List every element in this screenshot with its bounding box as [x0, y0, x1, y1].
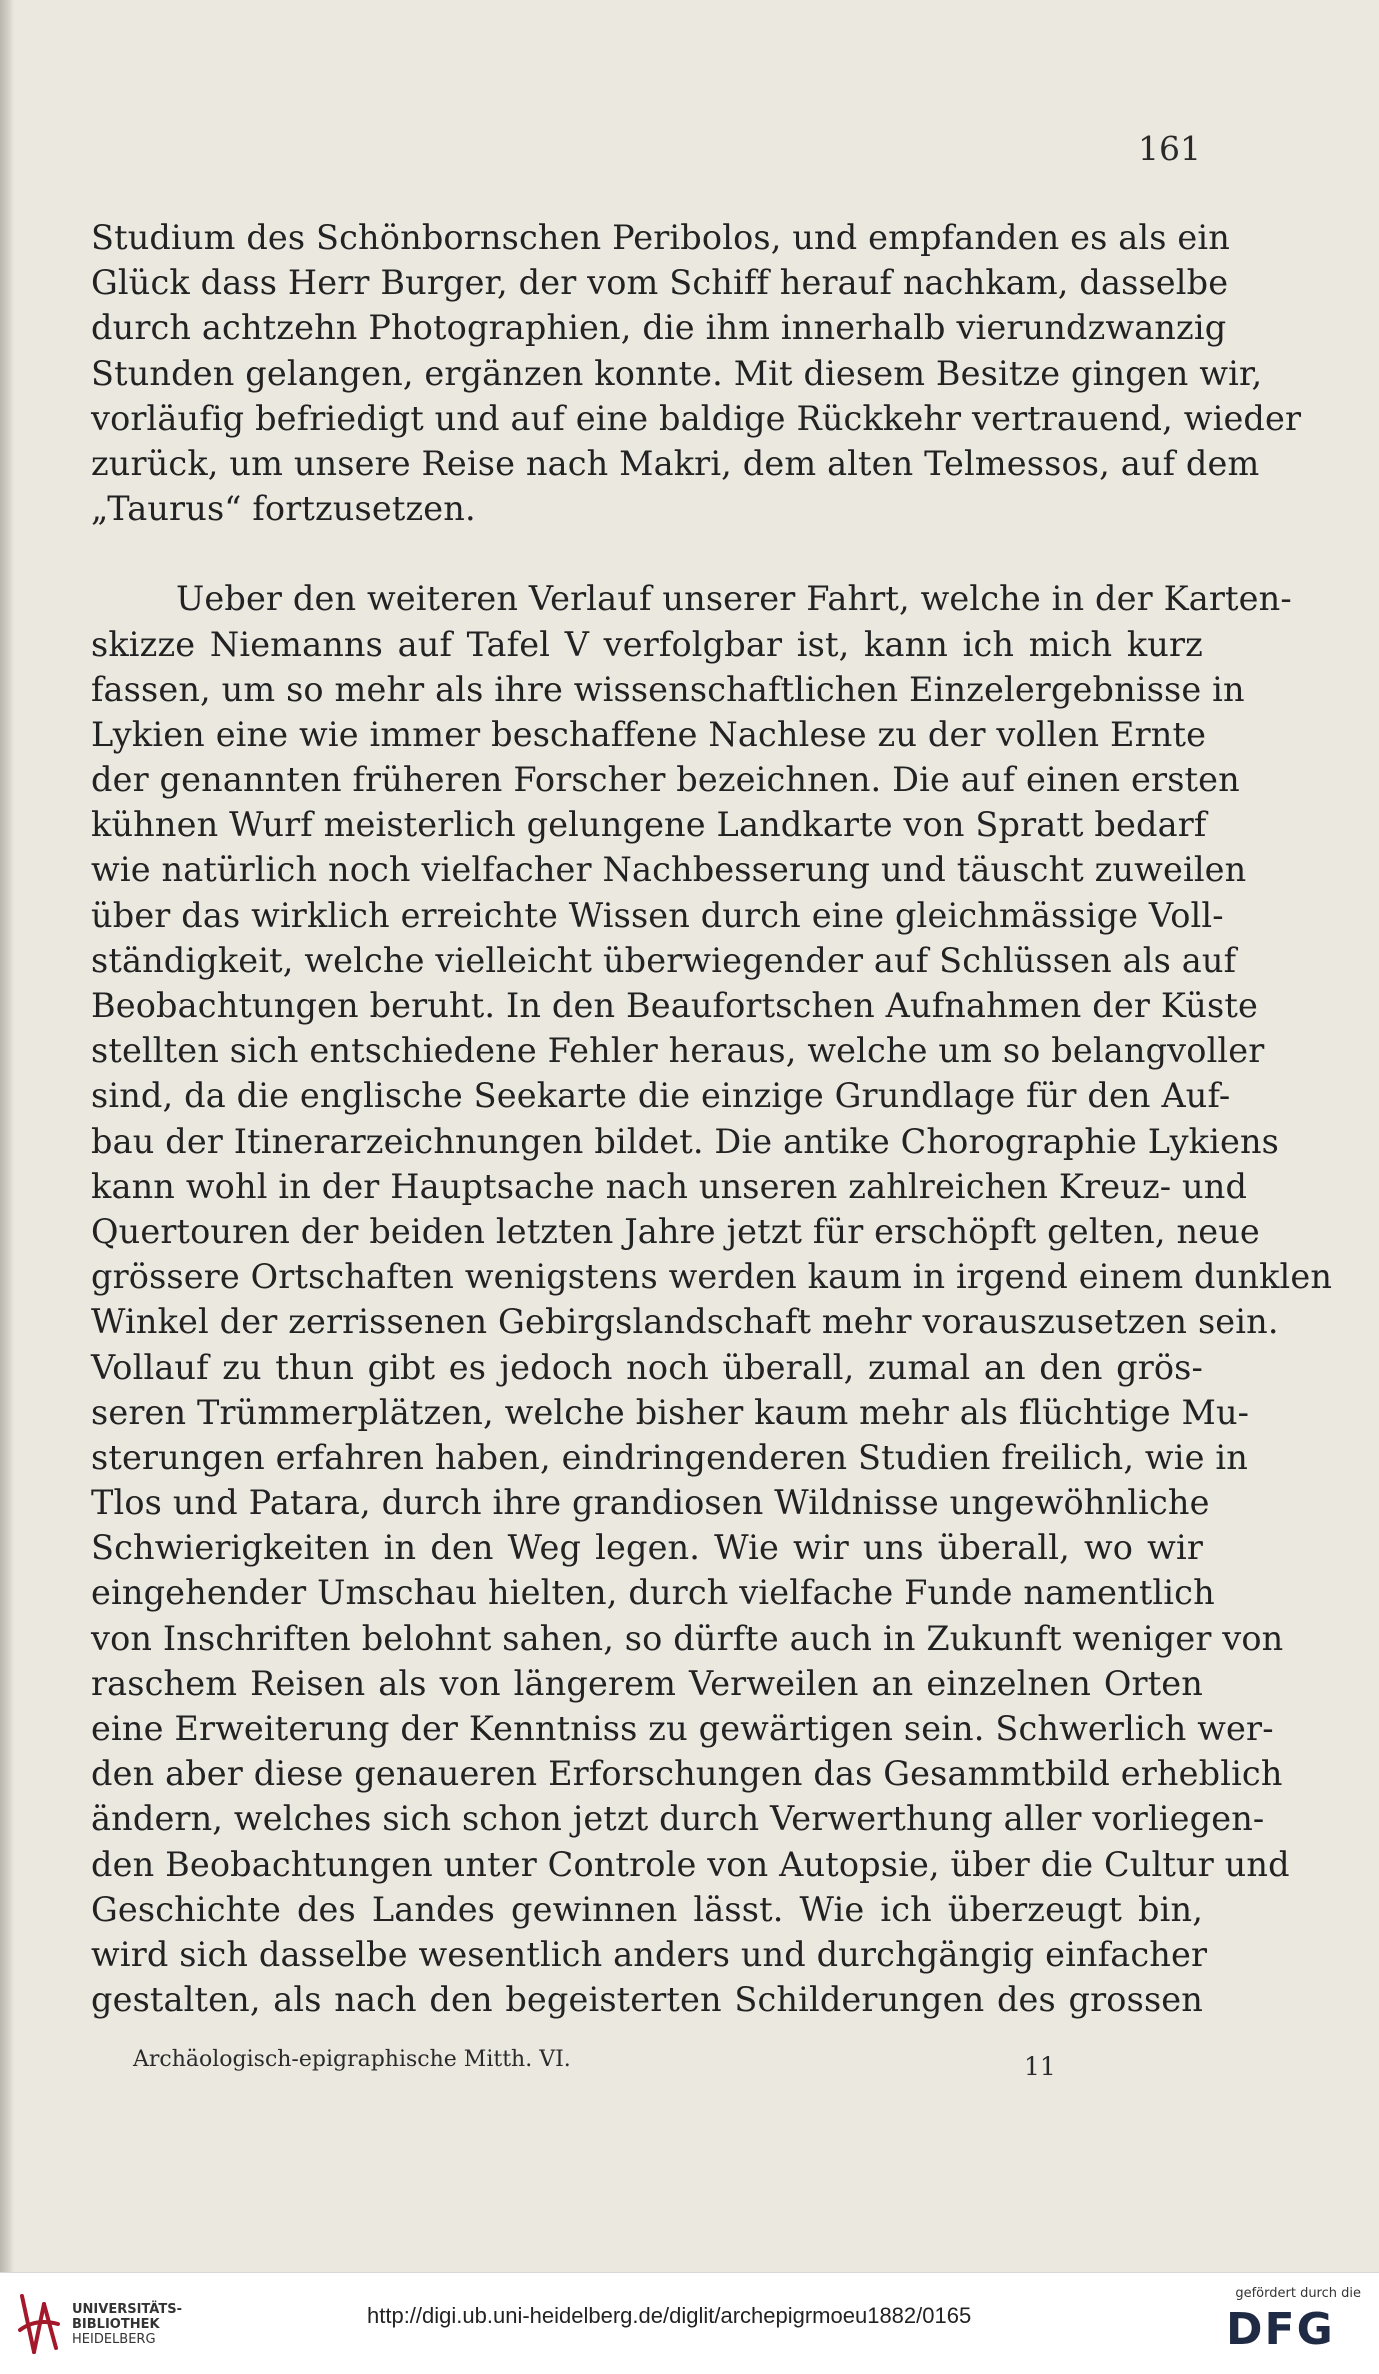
- text-line: eine Erweiterung der Kenntniss zu gewärtigen sein. Schwerlich wer-: [91, 1709, 1274, 1748]
- text-line: wird sich dasselbe wesentlich anders und durchgängig einfacher: [91, 1934, 1208, 1974]
- source-url-link[interactable]: http://digi.ub.uni-heidelberg.de/diglit/archepigrmoeu1882/0165: [367, 2303, 972, 2328]
- text-line: der genannten früheren Forscher bezeichnen. Die auf einen ersten: [91, 760, 1240, 800]
- funding-note: gefördert durch die: [1235, 2286, 1361, 2301]
- text-line: ständigkeit, welche vielleicht überwiegender auf Schlüssen als auf: [91, 940, 1237, 980]
- text-line: Studium des Schönbornschen Peribolos, und empfanden es als ein: [91, 218, 1230, 257]
- text-line: kann wohl in der Hauptsache nach unseren zahlreichen Kreuz- und: [91, 1166, 1248, 1206]
- text-line: Beobachtungen beruht. In den Beaufortschen Aufnahmen der Küste: [91, 986, 1258, 1025]
- text-line: Quertouren der beiden letzten Jahre jetzt für erschöpft gelten, neue: [91, 1211, 1260, 1251]
- dfg-logo-icon: [1226, 2306, 1362, 2348]
- text-line: von Inschriften belohnt sahen, so dürfte auch in Zukunft weniger von: [91, 1618, 1284, 1658]
- text-line: Schwierigkeiten in den Weg legen. Wie wir uns überall, wo wir: [91, 1528, 1203, 1568]
- text-line: seren Trümmerplätzen, welche bisher kaum mehr als flüchtige Mu-: [91, 1392, 1250, 1432]
- sheet-number: 11: [1024, 2052, 1056, 2081]
- text-line: durch achtzehn Photographien, die ihm innerhalb vierundzwanzig: [91, 308, 1227, 348]
- text-line: den Beobachtungen unter Controle von Autopsie, über die Cultur und: [91, 1844, 1290, 1884]
- page-edge-shadow: [0, 0, 14, 2272]
- text-line: Ueber den weiteren Verlauf unserer Fahrt, welche in der Karten-: [176, 579, 1292, 619]
- text-line: eingehender Umschau hielten, durch vielfache Funde namentlich: [91, 1573, 1215, 1613]
- paragraph-2: [91, 576, 1333, 2022]
- journal-signature: Archäologisch-epigraphische Mitth. VI.: [133, 2047, 571, 2072]
- text-line: Lykien eine wie immer beschaffene Nachlese zu der vollen Ernte: [91, 714, 1207, 754]
- text-line: wie natürlich noch vielfacher Nachbesserung und täuscht zuweilen: [91, 850, 1247, 890]
- text-line: sind, da die englische Seekarte die einzige Grundlage für den Auf-: [91, 1076, 1231, 1116]
- text-line: Vollauf zu thun gibt es jedoch noch überall, zumal an den grös-: [91, 1347, 1203, 1387]
- university-library-logo-icon: [14, 2290, 64, 2358]
- text-line: den aber diese genaueren Erforschungen das Gesammtbild erheblich: [91, 1754, 1283, 1794]
- text-line: Stunden gelangen, ergänzen konnte. Mit diesem Besitze gingen wir,: [91, 353, 1263, 393]
- text-line: „Taurus“ fortzusetzen.: [91, 489, 476, 529]
- paragraph-gap: [91, 531, 1203, 576]
- text-line: Geschichte des Landes gewinnen lässt. Wie ich überzeugt bin,: [91, 1889, 1203, 1929]
- dfg-logo-text: DFG: [1226, 2306, 1335, 2348]
- text-line: zurück, um unsere Reise nach Makri, dem alten Telmessos, auf dem: [91, 443, 1260, 483]
- text-line: Glück dass Herr Burger, der vom Schiff herauf nachkam, dasselbe: [91, 263, 1229, 303]
- text-line: über das wirklich erreichte Wissen durch eine gleichmässige Voll-: [91, 895, 1224, 935]
- text-line: grössere Ortschaften wenigstens werden kaum in irgend einem dunklen: [91, 1257, 1333, 1297]
- text-line: fassen, um so mehr als ihre wissenschaftlichen Einzelergebnisse in: [91, 669, 1245, 709]
- text-line: Tlos und Patara, durch ihre grandiosen Wildnisse ungewöhnliche: [91, 1483, 1210, 1523]
- text-line: Winkel der zerrissenen Gebirgslandschaft mehr vorauszusetzen sein.: [91, 1302, 1279, 1342]
- library-name-line: BIBLIOTHEK: [72, 2317, 160, 2332]
- page-number: 161: [1138, 129, 1201, 168]
- text-line: gestalten, als nach den begeisterten Schilderungen des grossen: [91, 1980, 1203, 2020]
- text-line: stellten sich entschiedene Fehler heraus, welche um so belangvoller: [91, 1031, 1265, 1071]
- text-line: sterungen erfahren haben, eindringenderen Studien freilich, wie in: [91, 1437, 1248, 1477]
- text-line: bau der Itinerarzeichnungen bildet. Die antike Chorographie Lykiens: [91, 1121, 1280, 1161]
- text-line: ändern, welches sich schon jetzt durch Verwerthung aller vorliegen-: [91, 1799, 1265, 1839]
- text-line: vorläufig befriedigt und auf eine baldige Rückkehr vertrauend, wieder: [91, 398, 1302, 438]
- library-name-line: UNIVERSITÄTS-: [72, 2302, 182, 2317]
- body-text: [91, 215, 1333, 2022]
- library-name-line: HEIDELBERG: [72, 2332, 156, 2347]
- library-name: [72, 2302, 182, 2347]
- text-line: raschem Reisen als von längerem Verweilen an einzelnen Orten: [91, 1663, 1203, 1703]
- paragraph-1: [91, 215, 1302, 531]
- text-line: kühnen Wurf meisterlich gelungene Landkarte von Spratt bedarf: [91, 805, 1207, 845]
- text-line: skizze Niemanns auf Tafel V verfolgbar ist, kann ich mich kurz: [91, 624, 1203, 664]
